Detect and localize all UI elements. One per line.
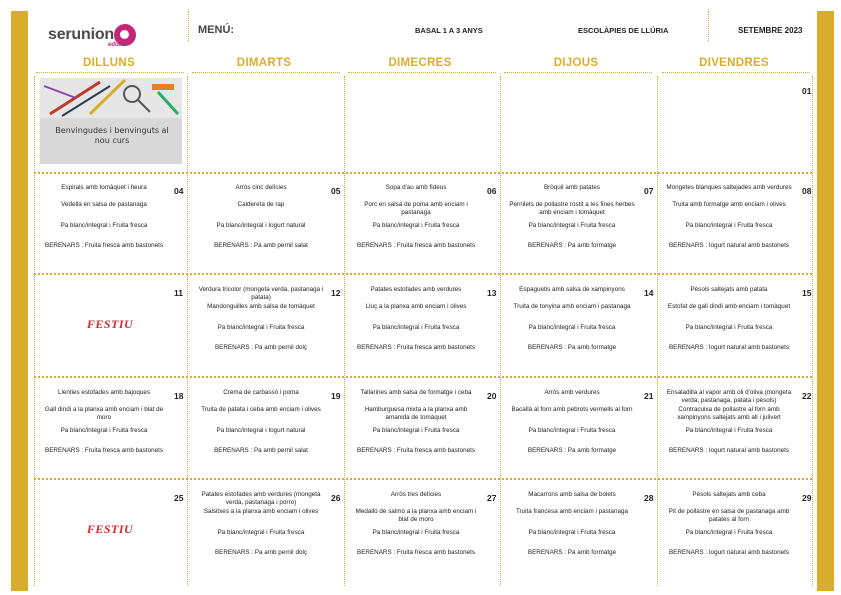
snack-item: BERENARS : Fruita fresca amb bastonets bbox=[45, 447, 163, 454]
menu-item: Truita francesa amb enciam i pastanaga bbox=[515, 508, 629, 515]
menu-item: Pa blanc/integral i Fruita fresca bbox=[372, 324, 460, 331]
menu-item: Pa blanc/integral i Fruita fresca bbox=[528, 222, 616, 229]
snack-item: BERENARS : Pa amb pernil dolç bbox=[214, 344, 308, 351]
menu-item: Pa blanc/integral i Fruita fresca bbox=[685, 427, 773, 434]
menu-item: Contracuixa de pollastre al forn amb xampinyons saltejats amb all i julivert bbox=[677, 406, 781, 421]
menu-item: Macarrons amb salsa de bolets bbox=[528, 491, 616, 498]
menu-item: Pèsols saltejats amb ceba bbox=[692, 491, 766, 498]
grid-column-line bbox=[187, 76, 188, 586]
day-underline bbox=[192, 72, 340, 73]
serunion-logo bbox=[48, 22, 148, 52]
menu-item: Truita de patata i ceba amb enciam i olives bbox=[201, 406, 321, 413]
menu-item: Llenties estofades amb bajoques bbox=[57, 389, 151, 396]
day-number: 20 bbox=[487, 391, 497, 401]
menu-item: Porc en salsa de poma amb enciam i pastanaga bbox=[364, 201, 468, 216]
grid-column-line bbox=[34, 76, 35, 586]
snack-item: BERENARS : Pa amb formatge bbox=[527, 549, 617, 556]
snack-item: BERENARS : Pa amb pernil salat bbox=[214, 447, 308, 454]
menu-item: Patates estofades amb verdures (mongeta verda, pastanaga i porro) bbox=[201, 491, 321, 506]
grid-column-line bbox=[500, 76, 501, 586]
menu-item: Pèsols saltejats amb patata bbox=[690, 286, 768, 293]
menu-item: Arròs tres delícies bbox=[390, 491, 442, 498]
day-number: 21 bbox=[644, 391, 654, 401]
school-supplies-icon bbox=[40, 78, 182, 118]
snack-item: BERENARS : Pa amb pernil dolç bbox=[214, 549, 308, 556]
day-number: 04 bbox=[174, 186, 184, 196]
menu-item: Pa blanc/integral i Fruita fresca bbox=[372, 427, 460, 434]
day-number: 11 bbox=[174, 288, 183, 298]
day-number: 29 bbox=[802, 493, 812, 503]
festiu-label: FESTIU bbox=[86, 317, 134, 331]
month-label: SETEMBRE 2023 bbox=[738, 26, 803, 35]
menu-item: Mongetes blanques saltejades amb verdures bbox=[666, 184, 792, 191]
snack-item: BERENARS : Iogurt natural amb bastonets bbox=[668, 447, 790, 454]
day-underline bbox=[504, 72, 652, 73]
day-number: 05 bbox=[331, 186, 341, 196]
menu-item: Arròs cinc delícies bbox=[235, 184, 287, 191]
menu-item: Hamburguesa mixta a la planxa amb amanida de tomàquet bbox=[364, 406, 468, 421]
menu-item: Vedella en salsa de pastanaga bbox=[61, 201, 147, 208]
day-underline bbox=[348, 72, 496, 73]
snack-item: BERENARS : Fruita fresca amb bastonets bbox=[357, 549, 475, 556]
menu-item: Bròquil amb patates bbox=[543, 184, 600, 191]
grid-row-line bbox=[34, 273, 812, 275]
day-number: 01 bbox=[802, 86, 812, 96]
snack-item: BERENARS : Pa amb pernil salat bbox=[214, 242, 308, 249]
menu-item: Pernilets de pollastre rostit a les fines herbes amb enciam i tomàquet bbox=[509, 201, 635, 216]
snack-item: BERENARS : Iogurt natural amb bastonets bbox=[668, 549, 790, 556]
grid-column-line bbox=[344, 76, 345, 586]
menu-item: Mandonguilles amb salsa de tomàquet bbox=[207, 303, 315, 310]
menu-item: Pa blanc/integral i Fruita fresca bbox=[372, 529, 460, 536]
snack-item: BERENARS : Fruita fresca amb bastonets bbox=[357, 242, 475, 249]
snack-item: BERENARS : Pa amb formatge bbox=[527, 344, 617, 351]
menu-item: Espaguetis amb salsa de xampinyons bbox=[519, 286, 625, 293]
snack-item: BERENARS : Iogurt natural amb bastonets bbox=[668, 344, 790, 351]
menu-item: Verdura tricolor (mongeta verda, pastanaga i patata) bbox=[198, 286, 324, 301]
snack-item: BERENARS : Fruita fresca amb bastonets bbox=[357, 447, 475, 454]
menu-item: Ensaladilla al vapor amb oli d'oliva (mongeta verda, pastanaga, patata i pèsols) bbox=[666, 389, 792, 404]
dayname-dijous: DIJOUS bbox=[553, 57, 599, 69]
day-underline bbox=[662, 72, 810, 73]
menu-item: Pa blanc/integral i Fruita fresca bbox=[528, 324, 616, 331]
menu-item: Arròs amb verdures bbox=[544, 389, 600, 396]
day-number: 13 bbox=[487, 288, 497, 298]
menu-item: Pa blanc/integral i Iogurt natural bbox=[216, 427, 306, 434]
day-number: 07 bbox=[644, 186, 654, 196]
menu-item: Truita de tonyina amb enciam i pastanaga bbox=[513, 303, 631, 310]
header-separator bbox=[188, 11, 189, 41]
dayname-dimarts: DIMARTS bbox=[236, 57, 292, 69]
day-number: 19 bbox=[331, 391, 341, 401]
menu-item: Pa blanc/integral i Fruita fresca bbox=[685, 529, 773, 536]
logo-sub: educa bbox=[108, 42, 126, 48]
menu-item: Medalló de salmó a la planxa amb enciam i blat de moro bbox=[355, 508, 477, 523]
menu-item: Pa blanc/integral i Fruita fresca bbox=[685, 324, 773, 331]
snack-item: BERENARS : Pa amb formatge bbox=[527, 242, 617, 249]
day-number: 08 bbox=[802, 186, 812, 196]
snack-item: BERENARS : Fruita fresca amb bastonets bbox=[45, 242, 163, 249]
grid-column-line bbox=[812, 76, 813, 586]
dayname-divendres: DIVENDRES bbox=[699, 57, 769, 69]
menu-item: Salsitxes a la planxa amb enciam i olives bbox=[203, 508, 319, 515]
day-number: 22 bbox=[802, 391, 812, 401]
menu-item: Pa blanc/integral i Iogurt natural bbox=[216, 222, 306, 229]
menu-item: Pa blanc/integral i Fruita fresca bbox=[372, 222, 460, 229]
day-underline bbox=[36, 72, 184, 73]
festiu-label: FESTIU bbox=[86, 522, 134, 536]
right-accent-bar bbox=[817, 11, 834, 591]
day-number: 14 bbox=[644, 288, 654, 298]
menu-item: Pit de pollastre en salsa de pastanaga amb patates al forn bbox=[668, 508, 790, 523]
day-number: 26 bbox=[331, 493, 341, 503]
day-number: 25 bbox=[174, 493, 184, 503]
menu-item: Sopa d'au amb fideus bbox=[385, 184, 447, 191]
menu-item: Pa blanc/integral i Fruita fresca bbox=[60, 222, 148, 229]
welcome-text: Benvingudes i benvinguts al nou curs bbox=[55, 126, 169, 145]
logo-brand: serunion bbox=[48, 26, 114, 43]
menu-item: Crema de carbassó i poma bbox=[223, 389, 299, 396]
grid-column-line bbox=[657, 76, 658, 586]
menu-type: BASAL 1 A 3 ANYS bbox=[415, 26, 483, 35]
day-number: 28 bbox=[644, 493, 654, 503]
menu-item: Pa blanc/integral i Fruita fresca bbox=[528, 427, 616, 434]
menu-item: Pa blanc/integral i Fruita fresca bbox=[217, 324, 305, 331]
menu-item: Patates estofades amb verdures bbox=[370, 286, 462, 293]
grid-row-line bbox=[34, 376, 812, 378]
header-separator bbox=[708, 11, 709, 41]
menu-item: Pa blanc/integral i Fruita fresca bbox=[685, 222, 773, 229]
day-number: 18 bbox=[174, 391, 184, 401]
snack-item: BERENARS : Pa amb formatge bbox=[527, 447, 617, 454]
menu-item: Caldereta de rap bbox=[237, 201, 285, 208]
menu-label: MENÚ: bbox=[198, 24, 235, 36]
menu-item: Pa blanc/integral i Fruita fresca bbox=[60, 427, 148, 434]
left-accent-bar bbox=[11, 11, 28, 591]
menu-item: Truita amb formatge amb enciam i olives bbox=[672, 201, 786, 208]
menu-item: Pa blanc/integral i Fruita fresca bbox=[528, 529, 616, 536]
menu-item: Estofat de gall dindi amb enciam i tomàquet bbox=[667, 303, 791, 310]
menu-item: Pa blanc/integral i Fruita fresca bbox=[217, 529, 305, 536]
snack-item: BERENARS : Iogurt natural amb bastonets bbox=[668, 242, 790, 249]
menu-item: Tallarines amb salsa de formatge i ceba bbox=[360, 389, 472, 396]
menu-item: Bacallà al forn amb pebrots vermells al forn bbox=[511, 406, 633, 413]
dayname-dimecres: DIMECRES bbox=[388, 57, 452, 69]
dayname-dilluns: DILLUNS bbox=[83, 57, 135, 69]
day-number: 15 bbox=[802, 288, 812, 298]
menu-item: Espirals amb tomàquet i heura bbox=[61, 184, 147, 191]
grid-row-line bbox=[34, 478, 812, 480]
menu-item: Gall dindi a la planxa amb enciam i blat de moro bbox=[44, 406, 164, 421]
day-number: 27 bbox=[487, 493, 497, 503]
menu-item: Lluç a la planxa amb enciam i olives bbox=[365, 303, 467, 310]
school-name: ESCOLÀPIES DE LLÚRIA bbox=[578, 26, 669, 35]
day-number: 12 bbox=[331, 288, 341, 298]
day-number: 06 bbox=[487, 186, 497, 196]
welcome-image bbox=[40, 78, 182, 164]
snack-item: BERENARS : Fruita fresca amb bastonets bbox=[357, 344, 475, 351]
grid-row-line bbox=[34, 172, 812, 174]
